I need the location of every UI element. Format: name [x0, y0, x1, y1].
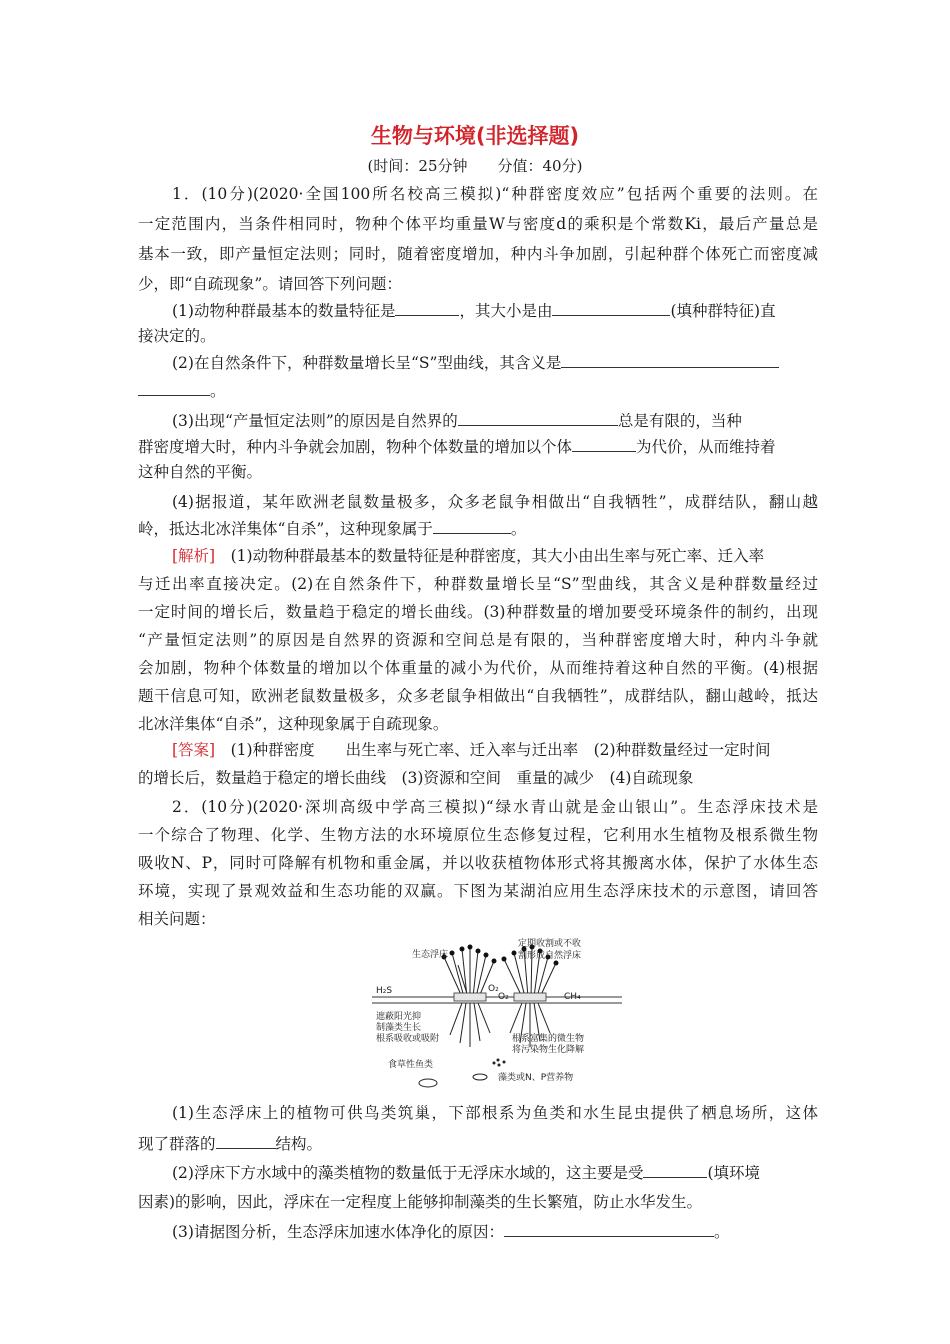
analysis-first: (1)动物种群最基本的数量特征是种群密度，其大小由出生率与死亡率、迁入率 [215, 547, 765, 565]
label-harvest-1: 定期收割或不收 [518, 939, 582, 949]
q1-part-4-text-b: 岭，抵达北冰洋集体“自杀”，这种现象属于 [138, 520, 433, 538]
label-root: 根系吸收或吸附 [376, 1034, 440, 1044]
q2-line-1: 2．(10分)(2020·深圳高级中学高三模拟)“绿水青山就是金山银山”。生态浮床技术是 [172, 798, 818, 816]
q1-part-1-cont: 接决定的。 [138, 327, 216, 345]
q2-part-1-text-b: 现了群落的 [138, 1135, 216, 1153]
q2-part-2-cont: 因素)的影响，因此，浮床在一定程度上能够抑制藻类的生长繁殖，防止水华发生。 [138, 1193, 703, 1211]
q2-part-1: (1)生态浮床上的植物可供鸟类筑巢，下部根系为鱼类和水生昆虫提供了栖息场所，这体 [172, 1104, 818, 1122]
page-title: 生物与环境(非选择题) [370, 124, 580, 148]
q1-part-4: (4)据报道，某年欧洲老鼠数量极多，众多老鼠争相做出“自我牺牲”，成群结队，翻山越 [172, 493, 818, 511]
label-algae: 藻类或N、P营养物 [498, 1073, 574, 1083]
q2-part-2-text-b: (填环境 [707, 1164, 761, 1182]
q2-part-1-text-c: 结构。 [275, 1135, 323, 1153]
q1-part-2-cont [138, 380, 818, 400]
q2-blank-2[interactable] [643, 1162, 707, 1178]
q1-blank-1[interactable] [395, 300, 459, 316]
label-o2-left: O₂ [488, 984, 499, 994]
q1-line-2: 一定范围内，当条件相同时，物种个体平均重量W与密度d的乘积是个常数Ki，最后产量总是 [138, 215, 818, 233]
analysis-line-3: 一定时间的增长后，数量趋于稳定的增长曲线。(3)种群数量的增加要受环境条件的制约，出现 [138, 603, 818, 621]
q1-part-3 [172, 410, 818, 430]
floating-bed-figure [372, 935, 622, 1097]
q1-part-3-text-c: 群密度增大时，种内斗争就会加剧，物种个体数量的增加以个体 [138, 438, 573, 456]
q1-part-1-text-c: (填种群特征)直 [670, 302, 776, 320]
q1-part-2 [172, 352, 818, 372]
label-ch4: CH₄ [564, 992, 581, 1002]
q1-line-4: 少，即“自疏现象”。请回答下列问题： [138, 275, 402, 293]
page-subtitle: (时间：25分钟 分值：40分) [367, 157, 583, 175]
analysis-line-2: 与迁出率直接决定。(2)在自然条件下，种群数量增长呈“S”型曲线，其含义是种群数量经过 [138, 575, 818, 593]
q2-part-2 [172, 1162, 818, 1182]
q1-blank-7[interactable] [433, 518, 511, 534]
label-harvest-2: 割形成自然浮床 [518, 951, 582, 961]
q1-blank-3[interactable] [561, 352, 779, 368]
analysis-line-5: 会加剧，物种个体数量的增加以个体重量的减小为代价，从而维持着这种自然的平衡。(4)根据 [138, 659, 818, 677]
label-microbe-1: 根系富集的微生物 [512, 1034, 585, 1044]
fish-icon-2 [473, 1074, 487, 1080]
q2-blank-1[interactable] [216, 1133, 276, 1149]
q1-part-4-text-c: 。 [510, 520, 527, 538]
q1-line-1: 1．(10分)(2020·全国100所名校高三模拟)“种群密度效应”包括两个重要的法则。在 [172, 185, 818, 203]
fish-icon [419, 1079, 437, 1087]
q1-part-4-cont [138, 518, 818, 538]
q2-part-3-text-b: 。 [713, 1223, 730, 1241]
analysis-line-4: “产量恒定法则”的原因是自然界的资源和空间总是有限的，当种群密度增大时，种内斗争就 [138, 631, 818, 649]
q2-line-2: 一个综合了物理、化学、生物方法的水环境原位生态修复过程，它利用水生植物及根系微生物 [138, 826, 818, 844]
analysis-line-7: 北冰洋集体“自杀”，这种现象属于自疏现象。 [138, 715, 449, 733]
q2-part-1-cont [138, 1133, 818, 1153]
q1-part-1-text-a: (1)动物种群最基本的数量特征是 [172, 302, 396, 320]
q1-blank-5[interactable] [458, 410, 618, 426]
analysis-line-1 [172, 546, 818, 566]
label-h2s: H₂S [376, 986, 393, 996]
q1-blank-4[interactable] [138, 380, 210, 396]
q1-part-2-text-b: 。 [210, 382, 226, 400]
q1-part-3-end: 这种自然的平衡。 [138, 463, 263, 481]
q2-part-3-text-a: (3)请据图分析，生态浮床加速水体净化的原因： [172, 1223, 504, 1241]
label-float-bed: 生态浮床 [412, 950, 449, 960]
q1-blank-2[interactable] [552, 300, 670, 316]
q2-blank-3[interactable] [504, 1221, 714, 1237]
label-o2-right: O₂ [498, 992, 509, 1002]
q1-line-3: 基本一致，即产量恒定法则；同时，随着密度增加，种内斗争加剧，引起种群个体死亡而密度减 [138, 245, 818, 263]
answer-line-1 [172, 740, 818, 760]
label-fish: 食草性鱼类 [388, 1060, 434, 1070]
q2-line-5: 相关问题： [138, 910, 216, 928]
answer-first: (1)种群密度 出生率与死亡率、迁入率与迁出率 (2)种群数量经过一定时间 [215, 741, 771, 759]
q1-part-3-text-a: (3)出现“产量恒定法则”的原因是自然界的 [172, 412, 458, 430]
floating-bed-left [454, 993, 486, 1001]
q1-part-3-text-d: 为代价，从而维持着 [636, 438, 776, 456]
q2-line-3: 吸收N、P，同时可降解有机物和重金属，并以收获植物体形式将其搬离水体，保护了水体生态 [138, 854, 818, 872]
q1-part-1-text-b: ，其大小是由 [459, 302, 553, 320]
label-microbe-2: 将污染物生化降解 [512, 1045, 585, 1055]
q1-part-3-text-b: 总是有限的，当种 [617, 412, 742, 430]
algae-dots-icon [493, 1059, 506, 1067]
analysis-line-6: 题干信息可知，欧洲老鼠数量极多，众多老鼠争相做出“自我牺牲”，成群结队，翻山越岭，抵达 [138, 687, 818, 705]
answer-line-2: 的增长后，数量趋于稳定的增长曲线 (3)资源和空间 重量的减少 (4)自疏现象 [138, 769, 694, 787]
q1-blank-6[interactable] [572, 436, 636, 452]
label-shade-2: 制藻类生长 [376, 1023, 422, 1033]
floating-bed-right [514, 993, 546, 1001]
q2-part-2-text-a: (2)浮床下方水域中的藻类植物的数量低于无浮床水域的，这主要是受 [172, 1164, 644, 1182]
q2-part-3 [172, 1221, 818, 1241]
q1-part-3-cont [138, 436, 818, 456]
plant-flowers-left [442, 945, 497, 964]
analysis-tag: [解析] [172, 547, 216, 565]
q2-line-4: 环境，实现了景观效益和生态功能的双赢。下图为某湖泊应用生态浮床技术的示意图，请回答 [138, 882, 818, 900]
q1-part-1 [172, 300, 818, 320]
answer-tag: [答案] [172, 741, 216, 759]
label-shade-1: 遮蔽阳光抑 [376, 1012, 422, 1022]
q1-part-2-text-a: (2)在自然条件下，种群数量增长呈“S”型曲线，其含义是 [172, 354, 562, 372]
